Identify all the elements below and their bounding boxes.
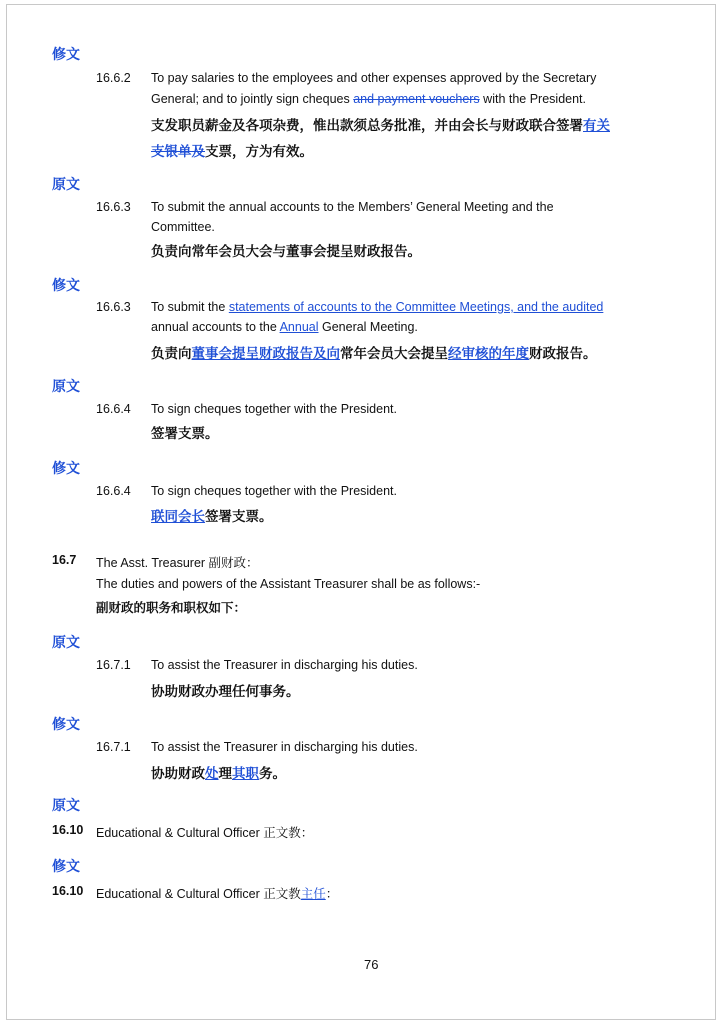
document-page [6,4,716,1020]
inserted-text: 董事会提呈财政报告及向 [191,346,340,361]
section-title: Educational & Cultural Officer 正文教主任： [96,887,339,901]
section-title: The Asst. Treasurer 副财政： [96,556,259,570]
clause-number: 16.6.4 [96,484,131,498]
deleted-text: and payment vouchers [353,92,480,106]
clause-text: To submit the statements of accounts to the Committee Meetings, and the audited [151,300,604,314]
clause-chinese: 支发职员薪金及各项杂费，惟出款须总务批准，并由会长与财政联合签署有关 [151,118,610,133]
revised-label: 修文 [52,460,80,476]
revised-label: 修文 [52,46,80,62]
page-number: 76 [364,957,379,972]
clause-chinese: 签署支票。 [151,426,219,441]
section-text: The duties and powers of the Assistant Treasurer shall be as follows:- [96,577,481,591]
clause-text: General; and to jointly sign cheques and payment vouchers with the President. [151,92,586,106]
clause-number: 16.7.1 [96,740,131,754]
clause-chinese: 支银单及支票，方为有效。 [151,144,313,159]
inserted-text: 经审核的年度 [448,346,529,361]
clause-text: Committee. [151,220,215,234]
clause-text: To sign cheques together with the President. [151,402,397,416]
inserted-text: statements of accounts to the Committee Meetings, and the audited [228,300,604,314]
inserted-text: 处 [205,766,219,781]
revised-label: 修文 [52,277,80,293]
inserted-text: 主任 [300,887,326,901]
section-title: Educational & Cultural Officer 正文教： [96,826,314,840]
section-chinese: 副财政的职务和职权如下： [96,601,247,615]
clause-number: 16.6.3 [96,200,131,214]
section-number: 16.7 [52,553,77,567]
clause-number: 16.7.1 [96,658,131,672]
clause-text: To submit the annual accounts to the Members’ General Meeting and the [151,200,554,214]
inserted-text: Annual [279,320,319,334]
clause-chinese: 协助财政处理其职务。 [151,766,286,781]
section-number: 16.10 [52,884,84,898]
inserted-text: 其职 [232,766,259,781]
clause-chinese: 负责向常年会员大会与董事会提呈财政报告。 [151,244,421,259]
original-label: 原文 [52,634,80,650]
section-number: 16.10 [52,823,84,837]
inserted-text: 联同会长 [151,509,205,524]
clause-number: 16.6.3 [96,300,131,314]
revised-label: 修文 [52,858,80,874]
clause-text: To assist the Treasurer in discharging his duties. [151,658,418,672]
inserted-text: 有关 [583,118,610,133]
revised-label: 修文 [52,716,80,732]
clause-text: To assist the Treasurer in discharging his duties. [151,740,418,754]
clause-text: To pay salaries to the employees and other expenses approved by the Secretary [151,71,597,85]
original-label: 原文 [52,378,80,394]
deleted-text: 支银单及 [151,144,205,159]
clause-number: 16.6.4 [96,402,131,416]
clause-chinese: 联同会长签署支票。 [151,509,273,524]
clause-number: 16.6.2 [96,71,131,85]
original-label: 原文 [52,176,80,192]
clause-text: annual accounts to the Annual General Meeting. [151,320,418,334]
clause-chinese: 负责向董事会提呈财政报告及向常年会员大会提呈经审核的年度财政报告。 [151,346,597,361]
clause-chinese: 协助财政办理任何事务。 [151,684,300,699]
clause-text: To sign cheques together with the President. [151,484,397,498]
original-label: 原文 [52,797,80,813]
